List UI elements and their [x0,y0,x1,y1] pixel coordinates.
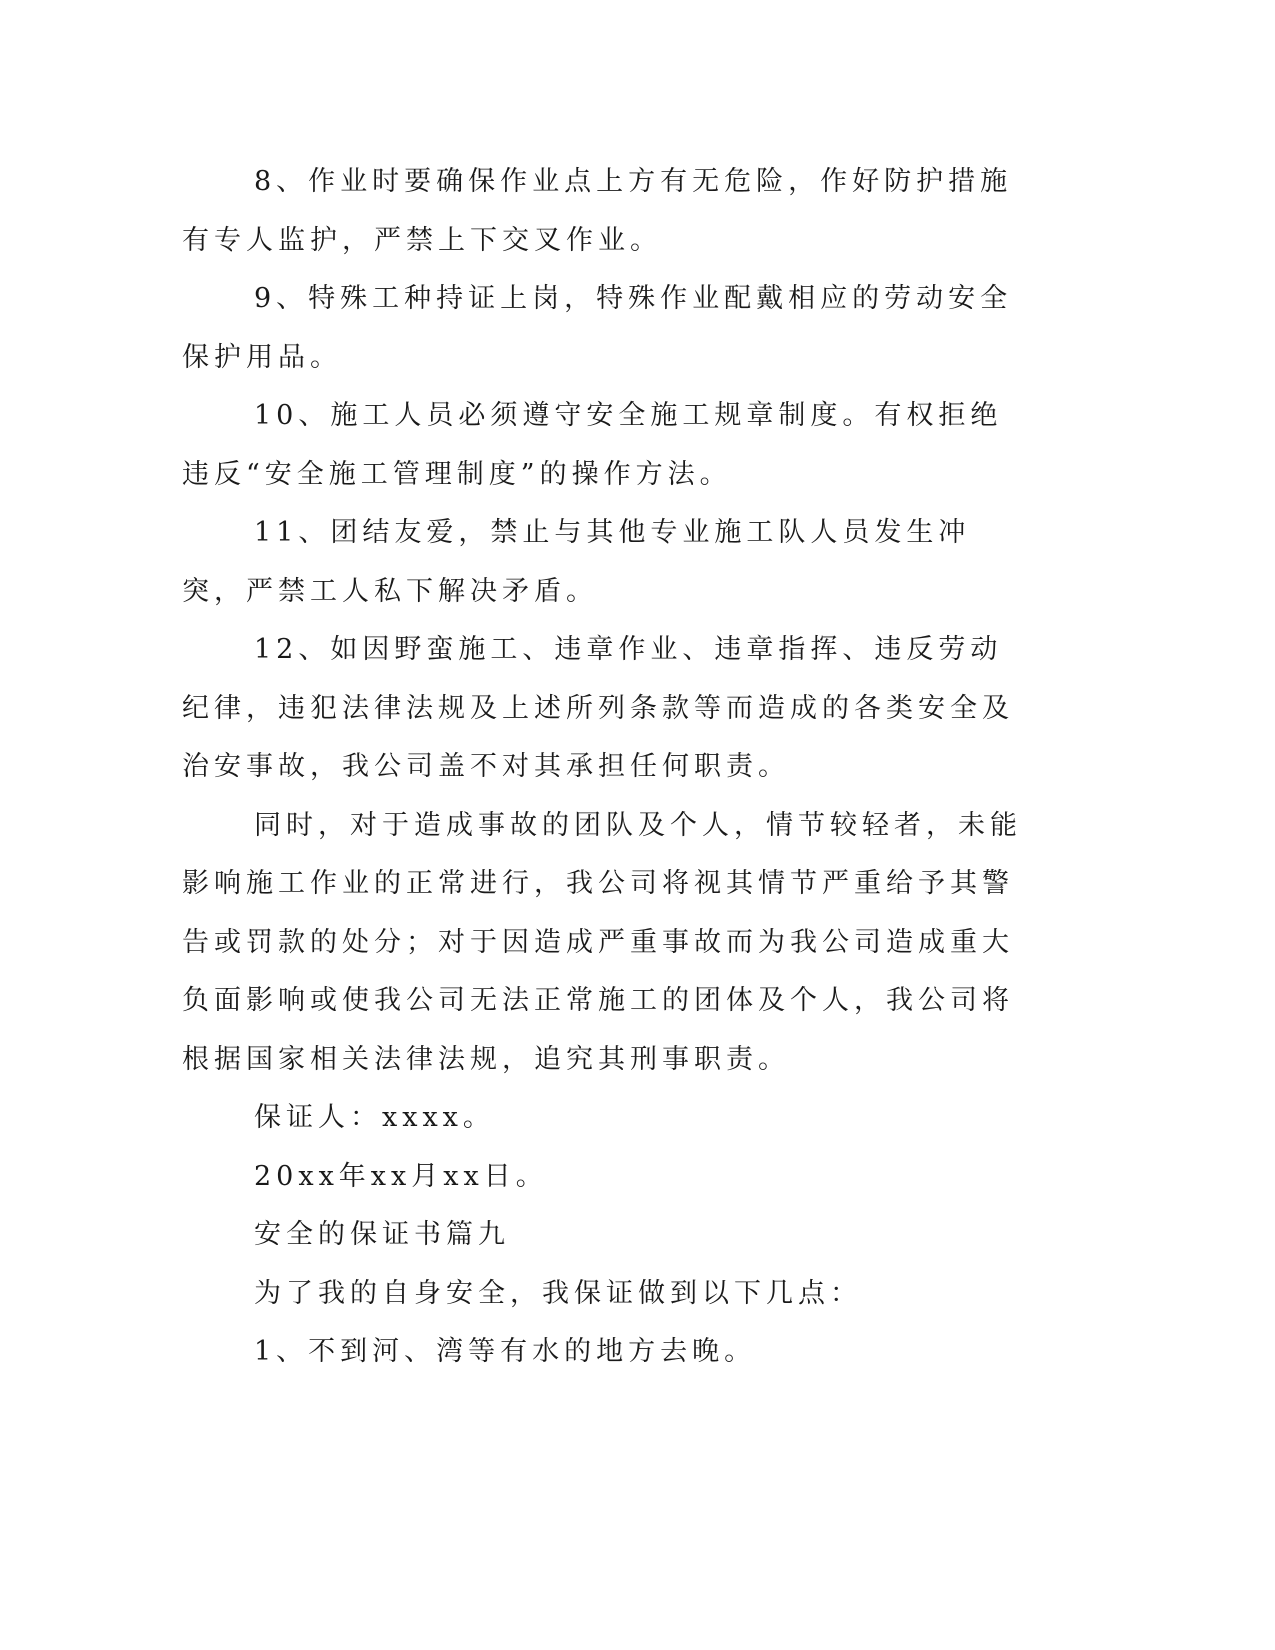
section-title: 安全的保证书篇九 [254,1219,510,1250]
paragraph-item-10: 10、施工人员必须遵守安全施工规章制度。有权拒绝违反“安全施工管理制度”的操作方法。 [182,400,1003,490]
list-item-1: 1、不到河、湾等有水的地方去晚。 [254,1336,757,1367]
paragraph-item-9: 9、特殊工种持证上岗，特殊作业配戴相应的劳动安全保护用品。 [182,283,1013,373]
intro-line: 为了我的自身安全，我保证做到以下几点： [254,1277,862,1309]
guarantor-line: 保证人：xxxx。 [254,1102,495,1133]
paragraph-item-8: 8、作业时要确保作业点上方有无危险，作好防护措施有专人监护，严禁上下交叉作业。 [182,166,1013,256]
paragraph-item-12: 12、如因野蛮施工、违章作业、违章指挥、违反劳动纪律，违犯法律法规及上述所列条款等而造成的各类安全及治安事故，我公司盖不对其承担任何职责。 [182,634,1014,782]
paragraph-item-11: 11、团结友爱，禁止与其他专业施工队人员发生冲突，严禁工人私下解决矛盾。 [182,517,971,607]
document-page [182,153,1032,1382]
date-line: 20xx年xx月xx日。 [254,1160,548,1192]
paragraph-penalty-clause: 同时，对于造成事故的团队及个人，情节较轻者，未能影响施工作业的正常进行，我公司将视其情节严重给予其警告或罚款的处分；对于因造成严重事故而为我公司造成重大负面影响或使我公司无法正常施工的团体及个人，我公司将根据国家相关法律法规，追究其刑事职责。 [182,809,1022,1075]
